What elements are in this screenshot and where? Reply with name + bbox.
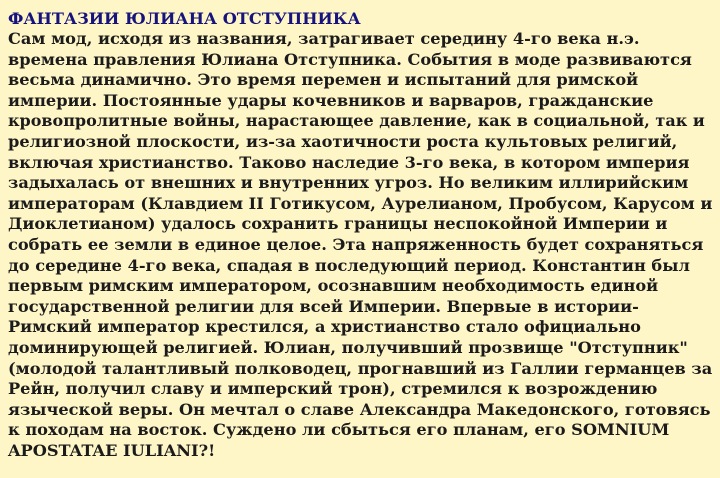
body-line: кровопролитные войны, нарастающее давление, как в социальной, так и: [8, 111, 705, 131]
body-line: собрать ее земли в единое целое. Эта напряженность будет сохраняться: [8, 234, 704, 254]
article-title: ФАНТАЗИИ ЮЛИАНА ОТСТУПНИКА: [8, 9, 361, 28]
body-line: времена правления Юлиана Отступника. События в моде развиваются: [8, 49, 692, 69]
article-body: [8, 29, 712, 461]
body-line: Сам мод, исходя из названия, затрагивает середину 4-го века н.э.: [8, 29, 640, 48]
body-line: государственной религии для всей Империи. Впервые в истории-: [8, 296, 639, 316]
body-line: Римский император крестился, а христианство стало официально: [8, 317, 641, 337]
body-line: (молодой талантливый полководец, прогнавший из Галлии германцев за: [8, 358, 713, 378]
body-line: до середине 4-го века, спадая в последующий период. Константин был: [8, 255, 690, 275]
body-line: весьма динамично. Это время перемен и испытаний для римской: [8, 70, 639, 90]
body-line: империи. Постоянные удары кочевников и варваров, гражданские: [8, 90, 654, 110]
body-line: первым римским императором, осознавшим необходимость единой: [8, 276, 659, 296]
body-line: религиозной плоскости, из-за хаотичности роста культовых религий,: [8, 131, 678, 151]
body-line: доминирующей религией. Юлиан, получивший прозвище "Отступник": [8, 337, 688, 357]
body-line: Диоклетианом) удалось сохранить границы неспокойной Империи и: [8, 214, 668, 234]
body-line: к походам на восток. Суждено ли сбыться его планам, его SOMNIUM: [8, 420, 670, 440]
body-line: императорам (Клавдием II Готикусом, Аурелианом, Пробусом, Карусом и: [8, 193, 713, 213]
body-line: задыхалась от внешних и внутренних угроз. Но великим иллирийским: [8, 173, 689, 193]
body-line: APOSTATAE IULIANI?!: [8, 440, 216, 460]
body-line: Рейн, получил славу и имперский трон), стремился к возрождению: [8, 379, 658, 399]
body-line: языческой веры. Он мечтал о славе Александра Македонского, готовясь: [8, 399, 711, 419]
body-line: включая христианство. Таково наследие 3-го века, в котором империя: [8, 152, 690, 172]
